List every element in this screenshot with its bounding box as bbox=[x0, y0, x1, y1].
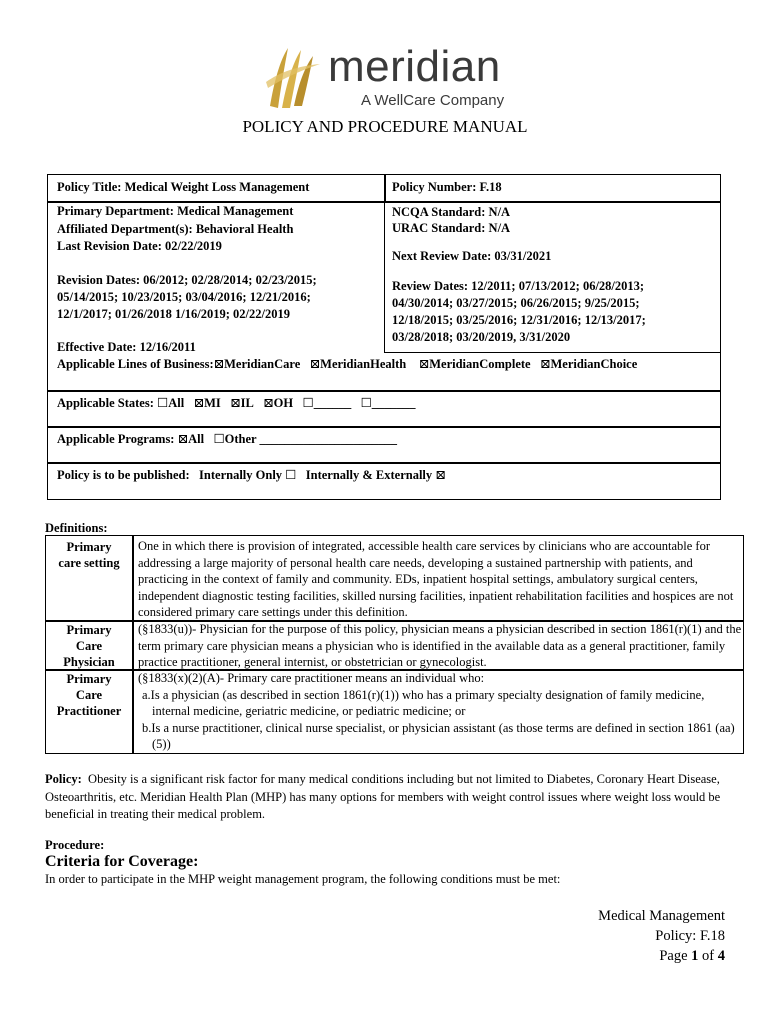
term-primary-care-practitioner bbox=[47, 671, 131, 719]
page-total: 4 bbox=[717, 948, 725, 964]
policy-text: Obesity is a significant risk factor for many medical conditions including but not limited to Diabetes, Coronary Heart Disease, Osteoarthritis, etc. Meridian Health Plan (MHP) has many options for members with weight control issues where weight loss would be beneficial in treating their medical problem. bbox=[45, 772, 721, 821]
applicable-programs bbox=[57, 431, 397, 448]
effective-date: Effective Date: 12/16/2011 bbox=[57, 340, 196, 354]
states-label: Applicable States: bbox=[57, 396, 154, 410]
state-il-checkbox[interactable]: ⊠ bbox=[230, 396, 241, 410]
meridianchoice-label: MeridianChoice bbox=[550, 357, 638, 371]
definition-primary-care-physician: (§1833(u))- Physician for the purpose of this policy, physician means a physician described in section 1861(r)(1) and the term primary care physician means a physician who is identified in the available data as a general practitioner, family practice practitioner, general internist, or obstetrician or gynecologist. bbox=[138, 622, 742, 669]
applicable-states bbox=[57, 395, 416, 412]
meridian-logo bbox=[258, 40, 518, 118]
definitions-heading: Definitions: bbox=[45, 521, 108, 535]
header-top-divider bbox=[384, 174, 386, 202]
definitions-column-divider bbox=[132, 535, 134, 754]
page-mid: of bbox=[698, 948, 718, 964]
policy-label: Policy: bbox=[45, 772, 82, 786]
state-mi-checkbox[interactable]: ⊠ bbox=[193, 396, 205, 410]
policy-paragraph bbox=[45, 771, 735, 824]
procedure-heading: Procedure: bbox=[45, 838, 105, 852]
footer-page bbox=[520, 946, 725, 966]
meridianchoice-checkbox[interactable]: ⊠ bbox=[539, 357, 551, 371]
review-dates-line: 12/18/2015; 03/25/2016; 12/31/2016; 12/13/2017; bbox=[392, 313, 646, 327]
state-other1-label: ______ bbox=[313, 396, 352, 410]
lines-of-business-label: Applicable Lines of Business: bbox=[57, 357, 214, 371]
revision-dates-line: Revision Dates: 06/2012; 02/28/2014; 02/23/2015; bbox=[57, 273, 317, 287]
term-line: Care bbox=[75, 639, 103, 653]
lines-of-business bbox=[57, 356, 637, 373]
header-divider bbox=[47, 390, 721, 392]
state-mi-label: MI bbox=[204, 396, 221, 410]
publish-external-label: Internally & Externally bbox=[305, 468, 433, 482]
footer-policy: Policy: F.18 bbox=[655, 928, 725, 944]
term-line: Physician bbox=[63, 655, 115, 669]
header-divider bbox=[47, 426, 721, 428]
urac-standard: URAC Standard: N/A bbox=[392, 221, 511, 235]
revision-dates-line: 05/14/2015; 10/23/2015; 03/04/2016; 12/21/2016; bbox=[57, 290, 311, 304]
criteria-heading: Criteria for Coverage: bbox=[45, 853, 199, 870]
header-divider bbox=[47, 462, 721, 464]
term-line: Care bbox=[75, 688, 103, 702]
affiliated-departments: Affiliated Department(s): Behavioral Health bbox=[57, 222, 294, 236]
state-all-checkbox[interactable]: ☐ bbox=[157, 396, 169, 410]
term-line: Primary bbox=[66, 672, 112, 686]
state-other1-checkbox[interactable]: ☐ bbox=[302, 396, 314, 410]
review-dates-line: 04/30/2014; 03/27/2015; 06/26/2015; 9/25/2015; bbox=[392, 296, 640, 310]
document-title: POLICY AND PROCEDURE MANUAL bbox=[242, 117, 528, 136]
primary-department: Primary Department: Medical Management bbox=[57, 204, 294, 218]
state-oh-label: OH bbox=[273, 396, 294, 410]
policy-number: Policy Number: F.18 bbox=[392, 180, 502, 194]
publish-label: Policy is to be published: bbox=[57, 468, 190, 482]
program-all-checkbox[interactable]: ⊠ bbox=[177, 432, 189, 446]
logo-tagline: A WellCare Company bbox=[361, 92, 505, 109]
term-line: care setting bbox=[58, 556, 120, 570]
definition-primary-care-practitioner bbox=[138, 670, 742, 753]
meridianhealth-checkbox[interactable]: ⊠ bbox=[309, 357, 321, 371]
publish-setting bbox=[57, 467, 446, 484]
definition-item-b: b.Is a nurse practitioner, clinical nurse specialist, or physician assistant (as those terms are defined in section 1861 (aa)(5)) bbox=[142, 720, 735, 751]
ncqa-standard: NCQA Standard: N/A bbox=[392, 205, 511, 219]
program-other-label: Other ______________________ bbox=[224, 432, 397, 446]
state-il-label: IL bbox=[240, 396, 254, 410]
meridiancare-label: MeridianCare bbox=[224, 357, 301, 371]
last-revision-date: Last Revision Date: 02/22/2019 bbox=[57, 239, 222, 253]
definition-intro: (§1833(x)(2)(A)- Primary care practitioner means an individual who: bbox=[138, 671, 485, 685]
meridianhealth-label: MeridianHealth bbox=[320, 357, 407, 371]
publish-internal-checkbox[interactable]: ☐ bbox=[285, 468, 297, 482]
term-line: Practitioner bbox=[56, 704, 122, 718]
state-other2-checkbox[interactable]: ☐ bbox=[360, 396, 372, 410]
meridian-logo-mark-icon bbox=[258, 42, 328, 114]
next-review-date: Next Review Date: 03/31/2021 bbox=[392, 249, 552, 263]
program-all-label: All bbox=[188, 432, 205, 446]
page-number: 1 bbox=[691, 948, 699, 964]
footer-department: Medical Management bbox=[598, 908, 725, 924]
meridiancomplete-label: MeridianComplete bbox=[429, 357, 531, 371]
page-prefix: Page bbox=[659, 948, 692, 964]
publish-internal-label: Internally Only bbox=[199, 468, 283, 482]
review-dates-line: 03/28/2018; 03/20/2019, 3/31/2020 bbox=[392, 330, 571, 344]
meridiancare-checkbox[interactable]: ⊠ bbox=[213, 357, 225, 371]
state-all-label: All bbox=[168, 396, 185, 410]
logo-wordmark: meridian bbox=[328, 42, 501, 91]
program-other-checkbox[interactable]: ☐ bbox=[213, 432, 225, 446]
term-line: Primary bbox=[66, 623, 112, 637]
publish-external-checkbox[interactable]: ⊠ bbox=[435, 468, 446, 482]
criteria-intro: In order to participate in the MHP weight management program, the following conditions must be met: bbox=[45, 872, 561, 886]
term-primary-care-setting bbox=[47, 539, 131, 571]
page-footer bbox=[520, 906, 725, 966]
revision-dates-line: 12/1/2017; 01/26/2018 1/16/2019; 02/22/2019 bbox=[57, 307, 290, 321]
term-primary-care-physician bbox=[47, 622, 131, 670]
programs-label: Applicable Programs: bbox=[57, 432, 175, 446]
definition-item-a: a.Is a physician (as described in section 1861(r)(1)) who has a primary specialty designation of family medicine, internal medicine, geriatric medicine, or pediatric medicine; or bbox=[142, 687, 705, 718]
meridiancomplete-checkbox[interactable]: ⊠ bbox=[418, 357, 430, 371]
policy-title: Policy Title: Medical Weight Loss Management bbox=[57, 180, 310, 194]
term-line: Primary bbox=[66, 540, 112, 554]
review-dates-line: Review Dates: 12/2011; 07/13/2012; 06/28/2013; bbox=[392, 279, 645, 293]
state-other2-label: _______ bbox=[371, 396, 416, 410]
state-oh-checkbox[interactable]: ⊠ bbox=[263, 396, 274, 410]
definition-primary-care-setting: One in which there is provision of integrated, accessible health care services by clinicians who are accountable for addressing a large majority of personal health care needs, developing a sustained partnership with patients, and practicing in the context of family and community. EDs, inpatient hospital settings, ambulatory surgical centers, independent diagnostic testing facilities, skilled nursing facilities, inpatient rehabilitation facilities and hospices are not considered primary care settings under this definition. bbox=[138, 539, 734, 619]
